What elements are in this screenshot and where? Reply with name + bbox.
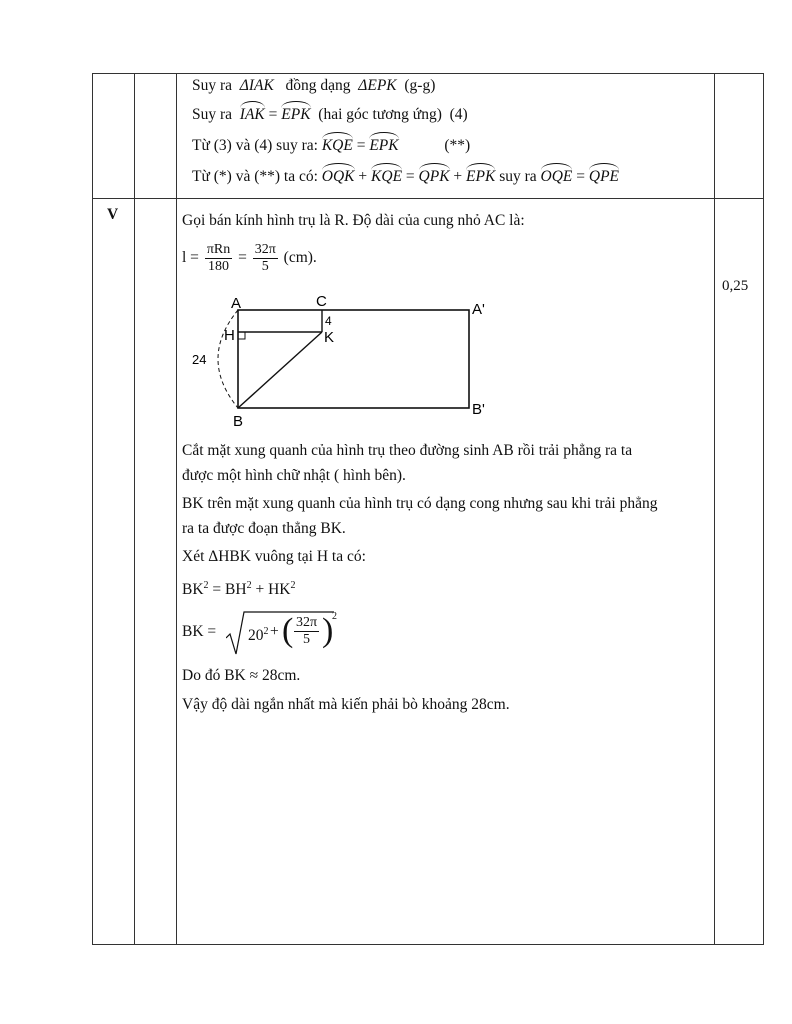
top-line-4: Từ (*) và (**) ta có: OQK + KQE = QPK + EPK suy ra OQE = QPE: [192, 168, 620, 185]
right-angle-mark: [238, 332, 245, 339]
unrolled-rectangle: [238, 310, 469, 408]
paragraph-2-line-1: BK trên mặt xung quanh của hình trụ có dạng cong nhưng sau khi trải phẳng: [182, 495, 658, 512]
label-h: H: [224, 327, 235, 344]
label-c: C: [316, 293, 327, 310]
cylinder-net-figure: [180, 288, 500, 433]
row-divider: [92, 198, 763, 199]
top-line-3: Từ (3) và (4) suy ra: KQE = EPK (**): [192, 137, 471, 154]
arc-length-formula: l = $\frac{\text{πRn}}{180}$ = $\frac{32\pi}{5}$ (cm).: [182, 242, 317, 274]
conclusion: Vậy độ dài ngắn nhất mà kiến phải bò khoảng 28cm.: [182, 696, 510, 713]
section-label: V: [107, 206, 119, 223]
col-divider-1: [134, 73, 135, 944]
paragraph-1-line-1: Cắt mặt xung quanh của hình trụ theo đường sinh AB rồi trải phẳng ra ta: [182, 442, 633, 459]
label-a: A: [231, 295, 242, 312]
col-divider-2: [176, 73, 177, 944]
radical-sign: [226, 610, 336, 658]
label-b: B: [233, 413, 244, 430]
score: 0,25: [722, 278, 749, 294]
label-a-prime: A': [472, 301, 485, 318]
label-4: 4: [325, 314, 332, 328]
label-b-prime: B': [472, 401, 485, 418]
pythagoras-equation: $BK^2 = BH^2 + HK^2$: [182, 580, 296, 599]
paragraph-2-line-2: ra ta được đoạn thẳng BK.: [182, 520, 346, 537]
col-divider-3: [714, 73, 715, 944]
segment-bk: [238, 332, 322, 408]
paragraph-1-line-2: được một hình chữ nhật ( hình bên).: [182, 467, 406, 484]
label-k: K: [324, 329, 335, 346]
intro-text: Gọi bán kính hình trụ là R. Độ dài của cung nhỏ AC là:: [182, 212, 525, 229]
top-line-2: Suy ra IAK = EPK (hai góc tương ứng) (4): [192, 106, 468, 123]
paragraph-3: Xét ΔHBK vuông tại H ta có:: [182, 548, 366, 565]
label-24: 24: [192, 352, 207, 367]
top-line-1: Suy ra ΔIAK đồng dạng ΔEPK (g-g): [192, 77, 436, 94]
dashed-arc-ab: [218, 310, 238, 408]
paragraph-4: Do đó BK ≈ 28cm.: [182, 667, 301, 684]
